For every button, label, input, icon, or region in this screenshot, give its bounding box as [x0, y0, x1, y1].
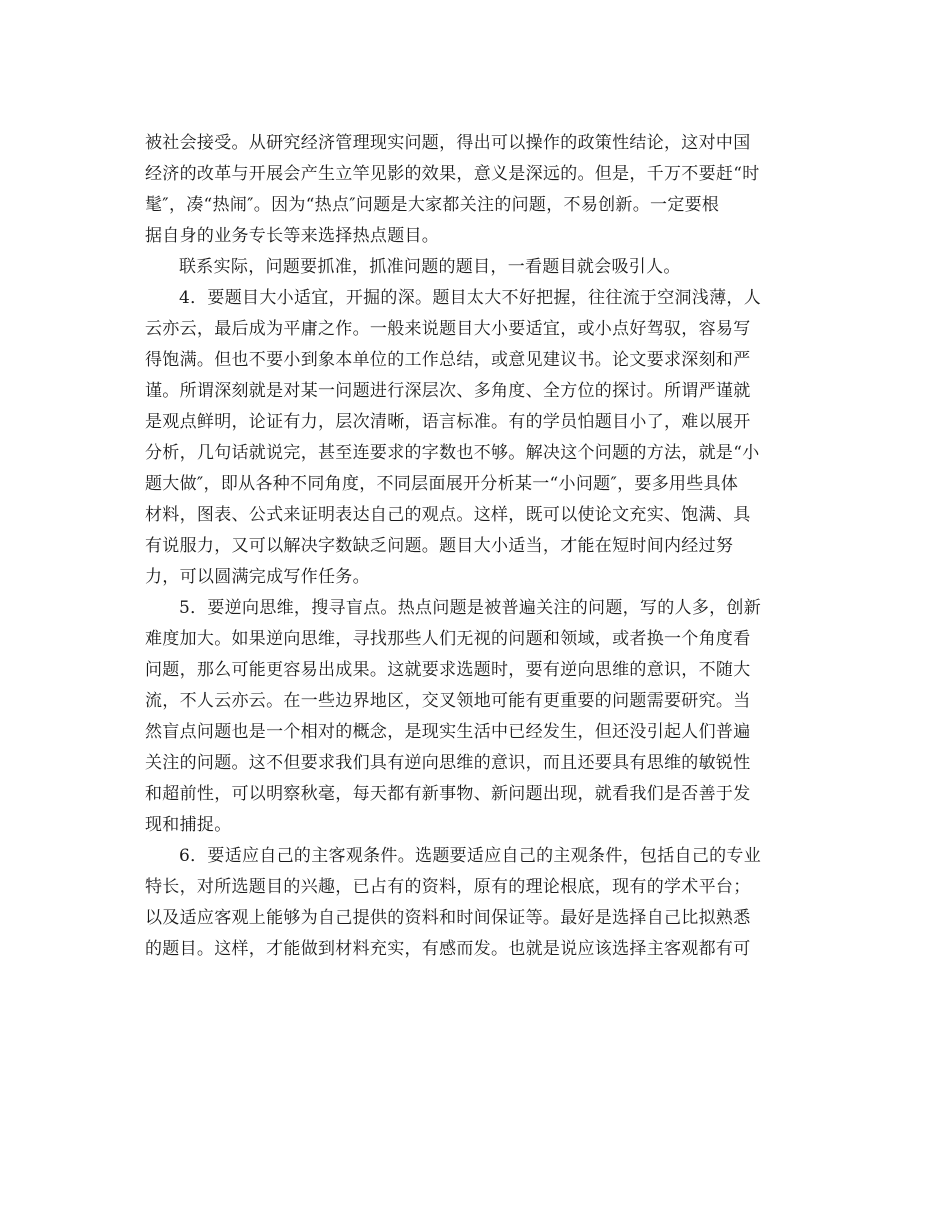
text-line: 特长，对所选题目的兴趣，已占有的资料，原有的理论根底，现有的学术平台；: [145, 877, 751, 897]
text-line: 联系实际，问题要抓准，抓准问题的题目，一看题目就会吸引人。: [179, 257, 681, 277]
text-line: 据自身的业务专长等来选择热点题目。: [145, 226, 440, 246]
paragraph: [145, 252, 810, 283]
text-line: 材料，图表、公式来证明表达自己的观点。这样，既可以使论文充实、饱满、具: [145, 505, 751, 525]
text-line: 经济的改革与开展会产生立竿见影的效果，意义是深远的。但是，千万不要赶“时: [145, 164, 760, 184]
text-line: 题大做″，即从各种不同角度，不同层面展开分析某一“小问题″，要多用些具体: [145, 474, 739, 494]
text-line: 难度加大。如果逆向思维，寻找那些人们无视的问题和领域，或者换一个角度看: [145, 629, 751, 649]
paragraph: [145, 128, 810, 252]
text-line: 云亦云，最后成为平庸之作。一般来说题目大小要适宜，或小点好驾驭，容易写: [145, 319, 751, 339]
text-line: 髦″，凑“热闹″。因为“热点″问题是大家都关注的问题，不易创新。一定要根: [145, 195, 720, 215]
text-line: 然盲点问题也是一个相对的概念，是现实生活中已经发生，但还没引起人们普遍: [145, 722, 751, 742]
text-line: 谨。所谓深刻就是对某一问题进行深层次、多角度、全方位的探讨。所谓严谨就: [145, 381, 751, 401]
text-line: 的题目。这样，才能做到材料充实，有感而发。也就是说应该选择主客观都有可: [145, 939, 751, 959]
document-body: [145, 128, 810, 965]
text-line: 问题，那么可能更容易出成果。这就要求选题时，要有逆向思维的意识，不随大: [145, 660, 751, 680]
text-line: 被社会接受。从研究经济管理现实问题，得出可以操作的政策性结论，这对中国: [145, 133, 751, 153]
text-line: 力，可以圆满完成写作任务。: [145, 567, 370, 587]
text-line: 和超前性，可以明察秋毫，每天都有新事物、新问题出现，就看我们是否善于发: [145, 784, 751, 804]
text-line: 5．要逆向思维，搜寻盲点。热点问题是被普遍关注的问题，写的人多，创新: [179, 598, 762, 618]
text-line: 分析，几句话就说完，甚至连要求的字数也不够。解决这个问题的方法，就是“小: [145, 443, 760, 463]
text-line: 是观点鲜明，论证有力，层次清晰，语言标准。有的学员怕题目小了，难以展开: [145, 412, 751, 432]
text-line: 6．要适应自己的主客观条件。选题要适应自己的主观条件，包括自己的专业: [179, 846, 762, 866]
text-line: 4．要题目大小适宜，开掘的深。题目太大不好把握，往往流于空洞浅薄，人: [179, 288, 762, 308]
text-line: 得饱满。但也不要小到象本单位的工作总结，或意见建议书。论文要求深刻和严: [145, 350, 751, 370]
text-line: 以及适应客观上能够为自己提供的资料和时间保证等。最好是选择自己比拟熟悉: [145, 908, 751, 928]
text-line: 关注的问题。这不但要求我们具有逆向思维的意识，而且还要具有思维的敏锐性: [145, 753, 751, 773]
text-line: 现和捕捉。: [145, 815, 232, 835]
paragraph: [145, 593, 810, 841]
paragraph: [145, 283, 810, 593]
text-line: 有说服力，又可以解决字数缺乏问题。题目大小适当，才能在短时间内经过努: [145, 536, 734, 556]
text-line: 流，不人云亦云。在一些边界地区，交叉领地可能有更重要的问题需要研究。当: [145, 691, 751, 711]
paragraph: [145, 841, 810, 965]
